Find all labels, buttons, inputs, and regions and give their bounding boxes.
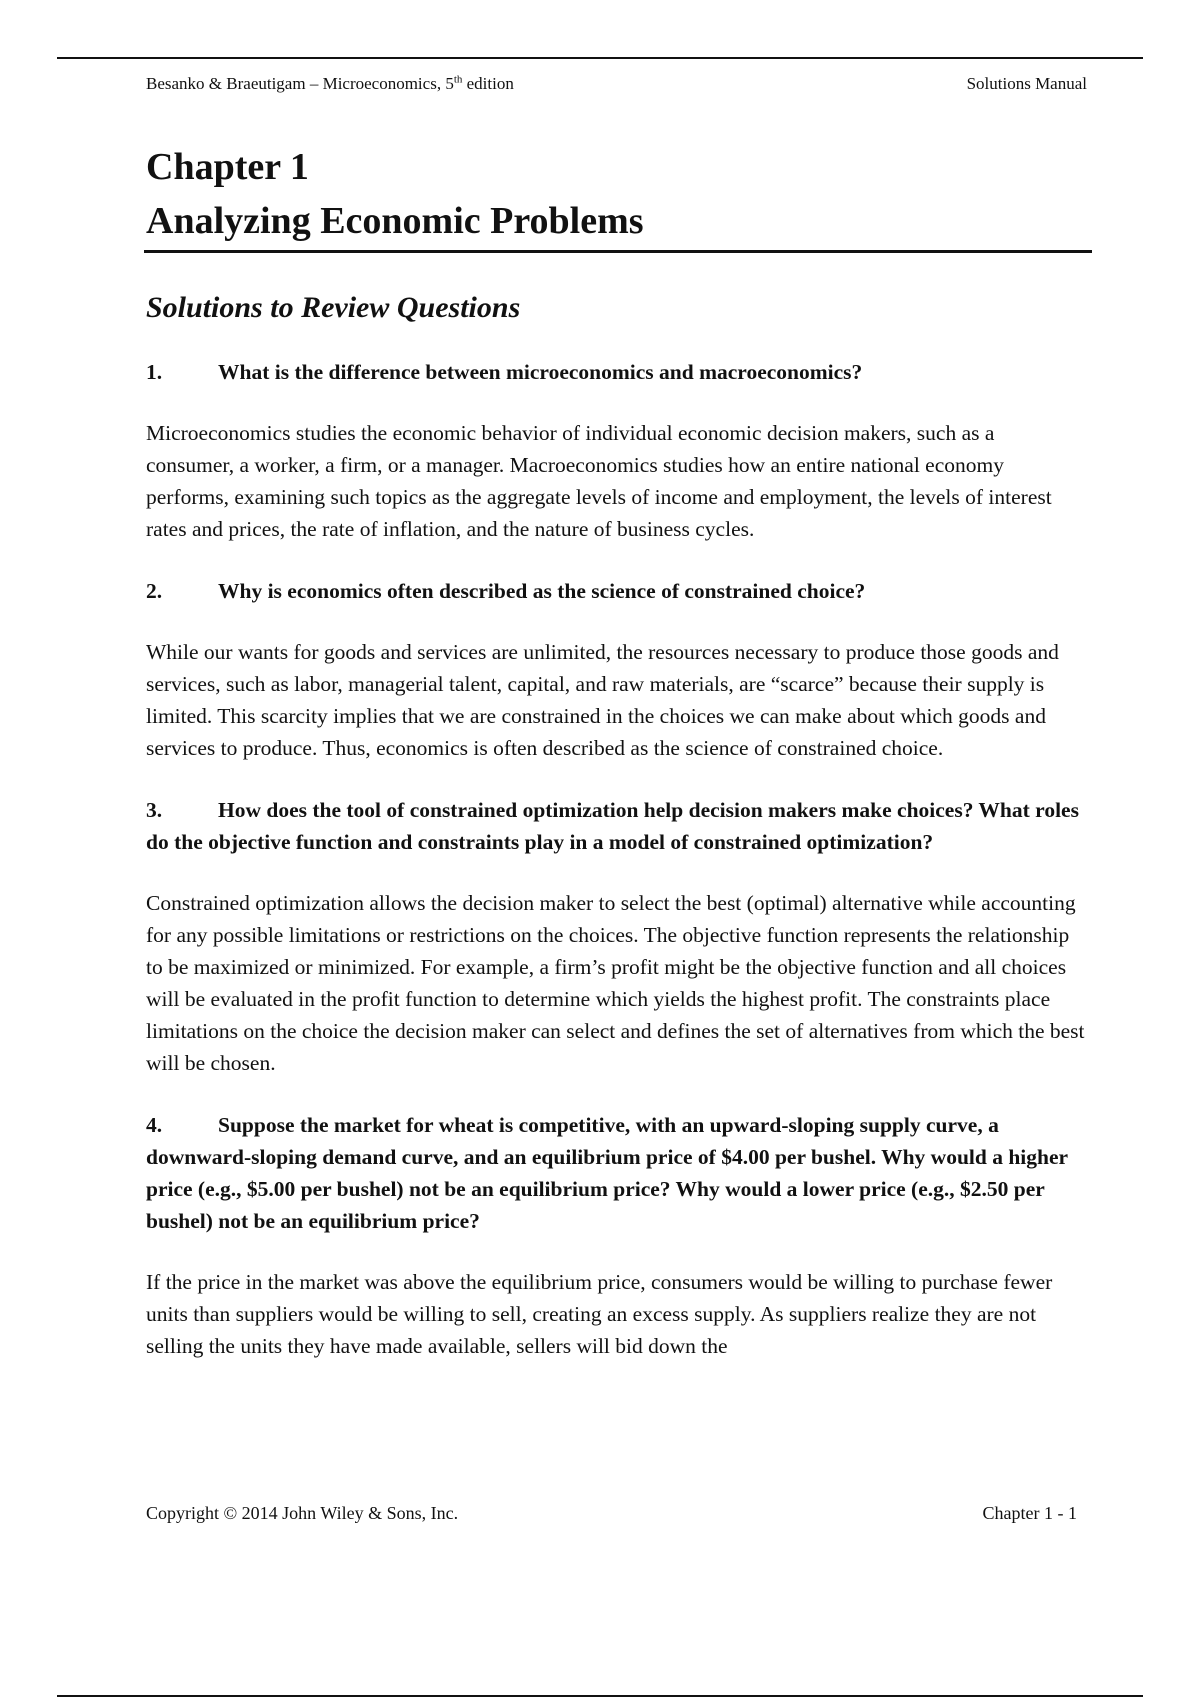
question-number: 1.	[146, 360, 163, 384]
running-header-book-title: Besanko & Braeutigam – Microeconomics, 5th edition	[146, 73, 514, 93]
question-text: 4. Suppose the market for wheat is competitive, with an upward-sloping supply curve, a downward-sloping demand curve, and an equilibrium price of $4.00 per bushel. Why would a higher price (e.g., $5.00 per bushel) not be an equilibrium price? Why would a lower price (e.g., $2.50 per bushel) not be an equilibrium price?	[146, 1109, 1086, 1237]
question-number: 4.	[146, 1113, 163, 1137]
copyright-notice: Copyright © 2014 John Wiley & Sons, Inc.	[146, 1503, 459, 1523]
bottom-page-rule	[57, 1695, 1143, 1697]
chapter-title: Analyzing Economic Problems	[146, 200, 644, 242]
question-number: 3.	[146, 798, 163, 822]
question-text: 2. Why is economics often described as the science of constrained choice?	[146, 575, 1086, 607]
question-text: 1. What is the difference between microeconomics and macroeconomics?	[146, 356, 1086, 388]
chapter-title-rule	[144, 250, 1092, 253]
answer-text: If the price in the market was above the equilibrium price, consumers would be willing to purchase fewer units than suppliers would be willing to sell, creating an excess supply. As suppliers realize they are not selling the units they have made available, sellers will bid down the	[146, 1270, 1053, 1358]
section-heading: Solutions to Review Questions	[146, 291, 521, 324]
question-item	[146, 1109, 1086, 1362]
running-header	[146, 73, 1087, 95]
question-item	[146, 794, 1086, 1079]
running-header-manual-label: Solutions Manual	[966, 74, 1087, 93]
chapter-number: Chapter 1	[146, 146, 309, 188]
page-number: Chapter 1 - 1	[982, 1503, 1077, 1523]
answer-text: Microeconomics studies the economic behavior of individual economic decision makers, such as a consumer, a worker, a firm, or a manager. Macroeconomics studies how an entire national economy performs, examining such topics as the aggregate levels of income and employment, the levels of interest rates and prices, the rate of inflation, and the nature of business cycles.	[146, 421, 1052, 541]
question-item	[146, 356, 1086, 545]
answer-text: While our wants for goods and services are unlimited, the resources necessary to produce those goods and services, such as labor, managerial talent, capital, and raw materials, are “scarce” because their supply is limited. This scarcity implies that we are constrained in the choices we can make about which goods and services to produce. Thus, economics is often described as the science of constrained choice.	[146, 640, 1059, 760]
chapter-title-block	[146, 140, 1086, 248]
question-number: 2.	[146, 579, 163, 603]
question-item	[146, 575, 1086, 764]
page-footer	[146, 1501, 1077, 1525]
question-text: 3. How does the tool of constrained optimization help decision makers make choices? What roles do the objective function and constraints play in a model of constrained optimization?	[146, 794, 1086, 858]
review-questions	[146, 356, 1086, 1392]
answer-text: Constrained optimization allows the decision maker to select the best (optimal) alternative while accounting for any possible limitations or restrictions on the choices. The objective function represents the relationship to be maximized or minimized. For example, a firm’s profit might be the objective function and all choices will be evaluated in the profit function to determine which yields the highest profit. The constraints place limitations on the choice the decision maker can select and defines the set of alternatives from which the best will be chosen.	[146, 891, 1085, 1075]
top-page-rule	[57, 57, 1143, 59]
